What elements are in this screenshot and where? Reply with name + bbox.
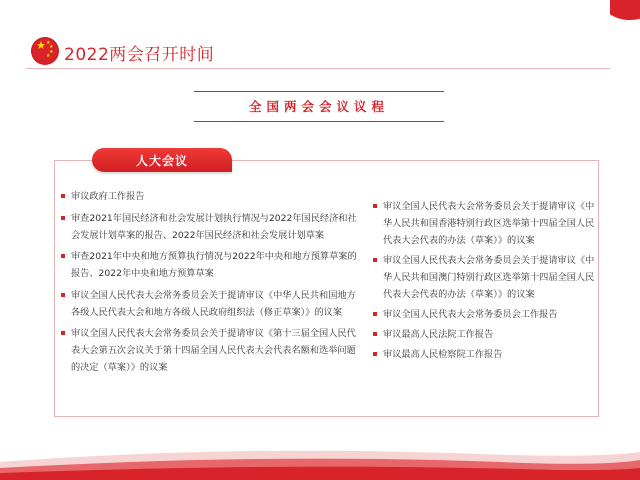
right-agenda-list	[372, 198, 596, 366]
list-item: 审议全国人民代表大会常务委员会工作报告	[372, 306, 596, 323]
agenda-bottom-rule	[194, 121, 444, 122]
china-flag-icon: ★ ★ ★ ★ ★	[32, 38, 58, 64]
section-tab-label: 人大会议	[135, 154, 188, 168]
page-title: 2022两会召开时间	[64, 45, 215, 65]
agenda-title: 全国两会会议议程	[248, 99, 389, 114]
corner-decoration	[610, 0, 640, 22]
list-item: 审议最高人民检察院工作报告	[372, 346, 596, 363]
header-divider	[26, 68, 610, 69]
list-item: 审查2021年国民经济和社会发展计划执行情况与2022年国民经济和社会发展计划草案的报告、2022年国民经济和社会发展计划草案	[60, 210, 360, 244]
bottom-wave-decoration	[0, 440, 640, 480]
list-item: 审议全国人民代表大会常务委员会关于提请审议《中华人民共和国澳门特别行政区选举第十四届全国人民代表大会代表的办法（草案）》的议案	[372, 252, 596, 303]
list-item: 审议全国人民代表大会常务委员会关于提请审议《第十三届全国人民代表大会第五次会议关于第十四届全国人民代表大会代表名额和选举问题的决定（草案）》的议案	[60, 325, 360, 376]
list-item: 审查2021年中央和地方预算执行情况与2022年中央和地方预算草案的报告、2022年中央和地方预算草案	[60, 248, 360, 282]
list-item: 审议全国人民代表大会常务委员会关于提请审议《中华人民共和国地方各级人民代表大会和地方各级人民政府组织法（修正草案）》的议案	[60, 287, 360, 321]
list-item: 审议最高人民法院工作报告	[372, 326, 596, 343]
left-agenda-list	[60, 188, 360, 381]
section-tab	[92, 148, 232, 172]
agenda-top-rule	[194, 91, 444, 92]
list-item: 审议全国人民代表大会常务委员会关于提请审议《中华人民共和国香港特别行政区选举第十四届全国人民代表大会代表的办法（草案）》的议案	[372, 198, 596, 249]
list-item: 审议政府工作报告	[60, 188, 360, 205]
